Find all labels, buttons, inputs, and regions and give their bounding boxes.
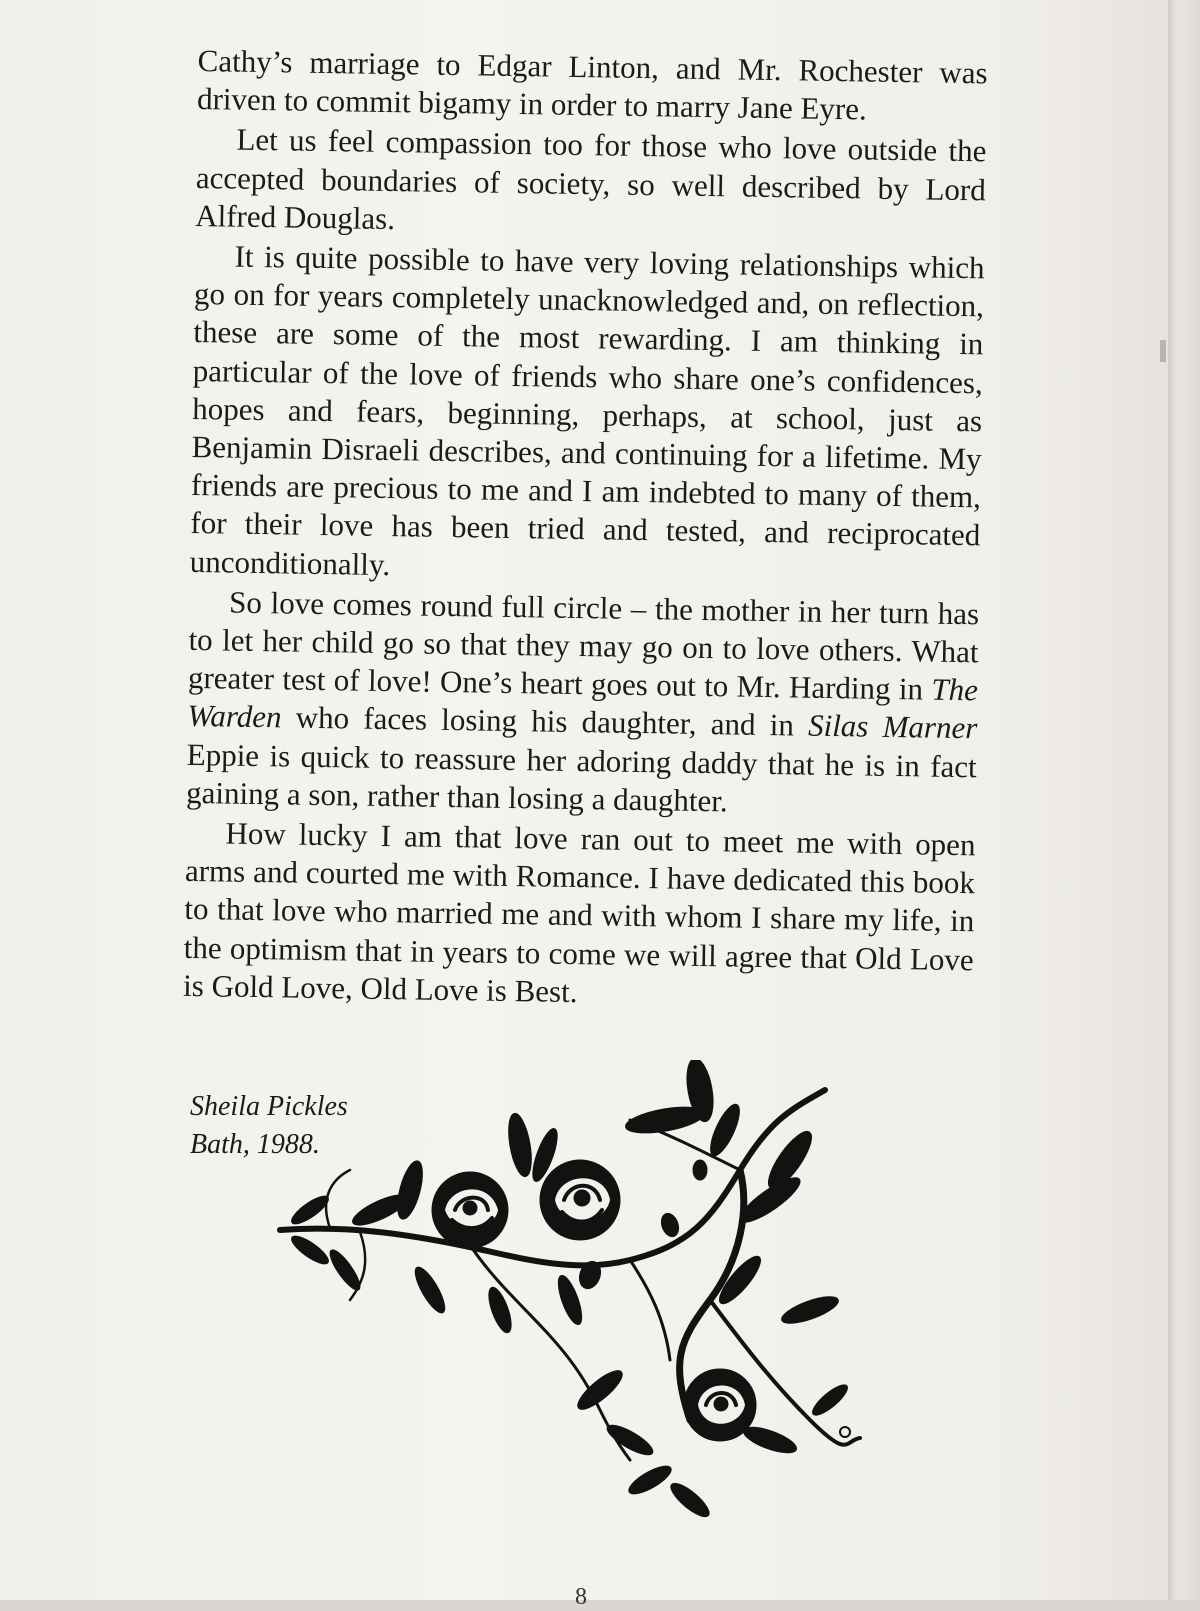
floral-rose-branch-icon bbox=[270, 1060, 870, 1520]
adjacent-page-edge bbox=[1168, 0, 1200, 1600]
body-text bbox=[183, 42, 988, 1019]
paragraph-text: It is quite possible to have very loving relationships which go on for years completely unacknowledged and, on reflection, these are some of the most rewarding. I am thinking in particular of the love of friends who share one’s confidences, hopes and fears, beginning, perhaps, at school, just as Benjamin Disraeli describes, and continuing for a lifetime. My friends are precious to me and I am indebted to many of them, for their love has been tried and tested, and reciprocated unconditionally. bbox=[189, 238, 985, 582]
paragraph-text: Eppie is quick to reassure her adoring daddy that he is in fact gaining a son, rather than losing a daughter. bbox=[185, 736, 977, 819]
paragraph-compassion bbox=[195, 120, 987, 247]
paragraph-text: who faces losing his daughter, and in bbox=[281, 699, 809, 744]
paragraph-continuation bbox=[197, 42, 988, 131]
page-number: 8 bbox=[575, 1584, 587, 1610]
page-marker-tab bbox=[1160, 340, 1166, 362]
place-date: Bath, 1988. bbox=[190, 1129, 320, 1160]
paragraph-friendship bbox=[190, 237, 985, 593]
author-name: Sheila Pickles bbox=[190, 1091, 348, 1122]
paragraph-text: So love comes round full circle – the mother in her turn has to let her child go so that they may go on to love others. What greater test of love! One’s heart goes out to Mr. Harding in bbox=[187, 584, 980, 707]
book-title-the-warden: The Warden bbox=[187, 671, 979, 735]
book-title-silas-marner: Silas Marner bbox=[807, 708, 978, 746]
paragraph-dedication bbox=[183, 814, 976, 1017]
paragraph-full-circle bbox=[186, 583, 980, 825]
paragraph-text: Let us feel compassion too for those who love outside the accepted boundaries of society, so well described by Lord Alfred Douglas. bbox=[195, 122, 987, 236]
paragraph-text: Cathy’s marriage to Edgar Linton, and Mr. Rochester was driven to commit bigamy in order to marry Jane Eyre. bbox=[196, 42, 988, 127]
paragraph-text: How lucky I am that love ran out to meet me with open arms and courted me with Romance. I have dedicated this book to that love who married me and with whom I share my life, in the optimism that in years to come we will agree that Old Love is Gold Love, Old Love is Best. bbox=[182, 815, 976, 1009]
